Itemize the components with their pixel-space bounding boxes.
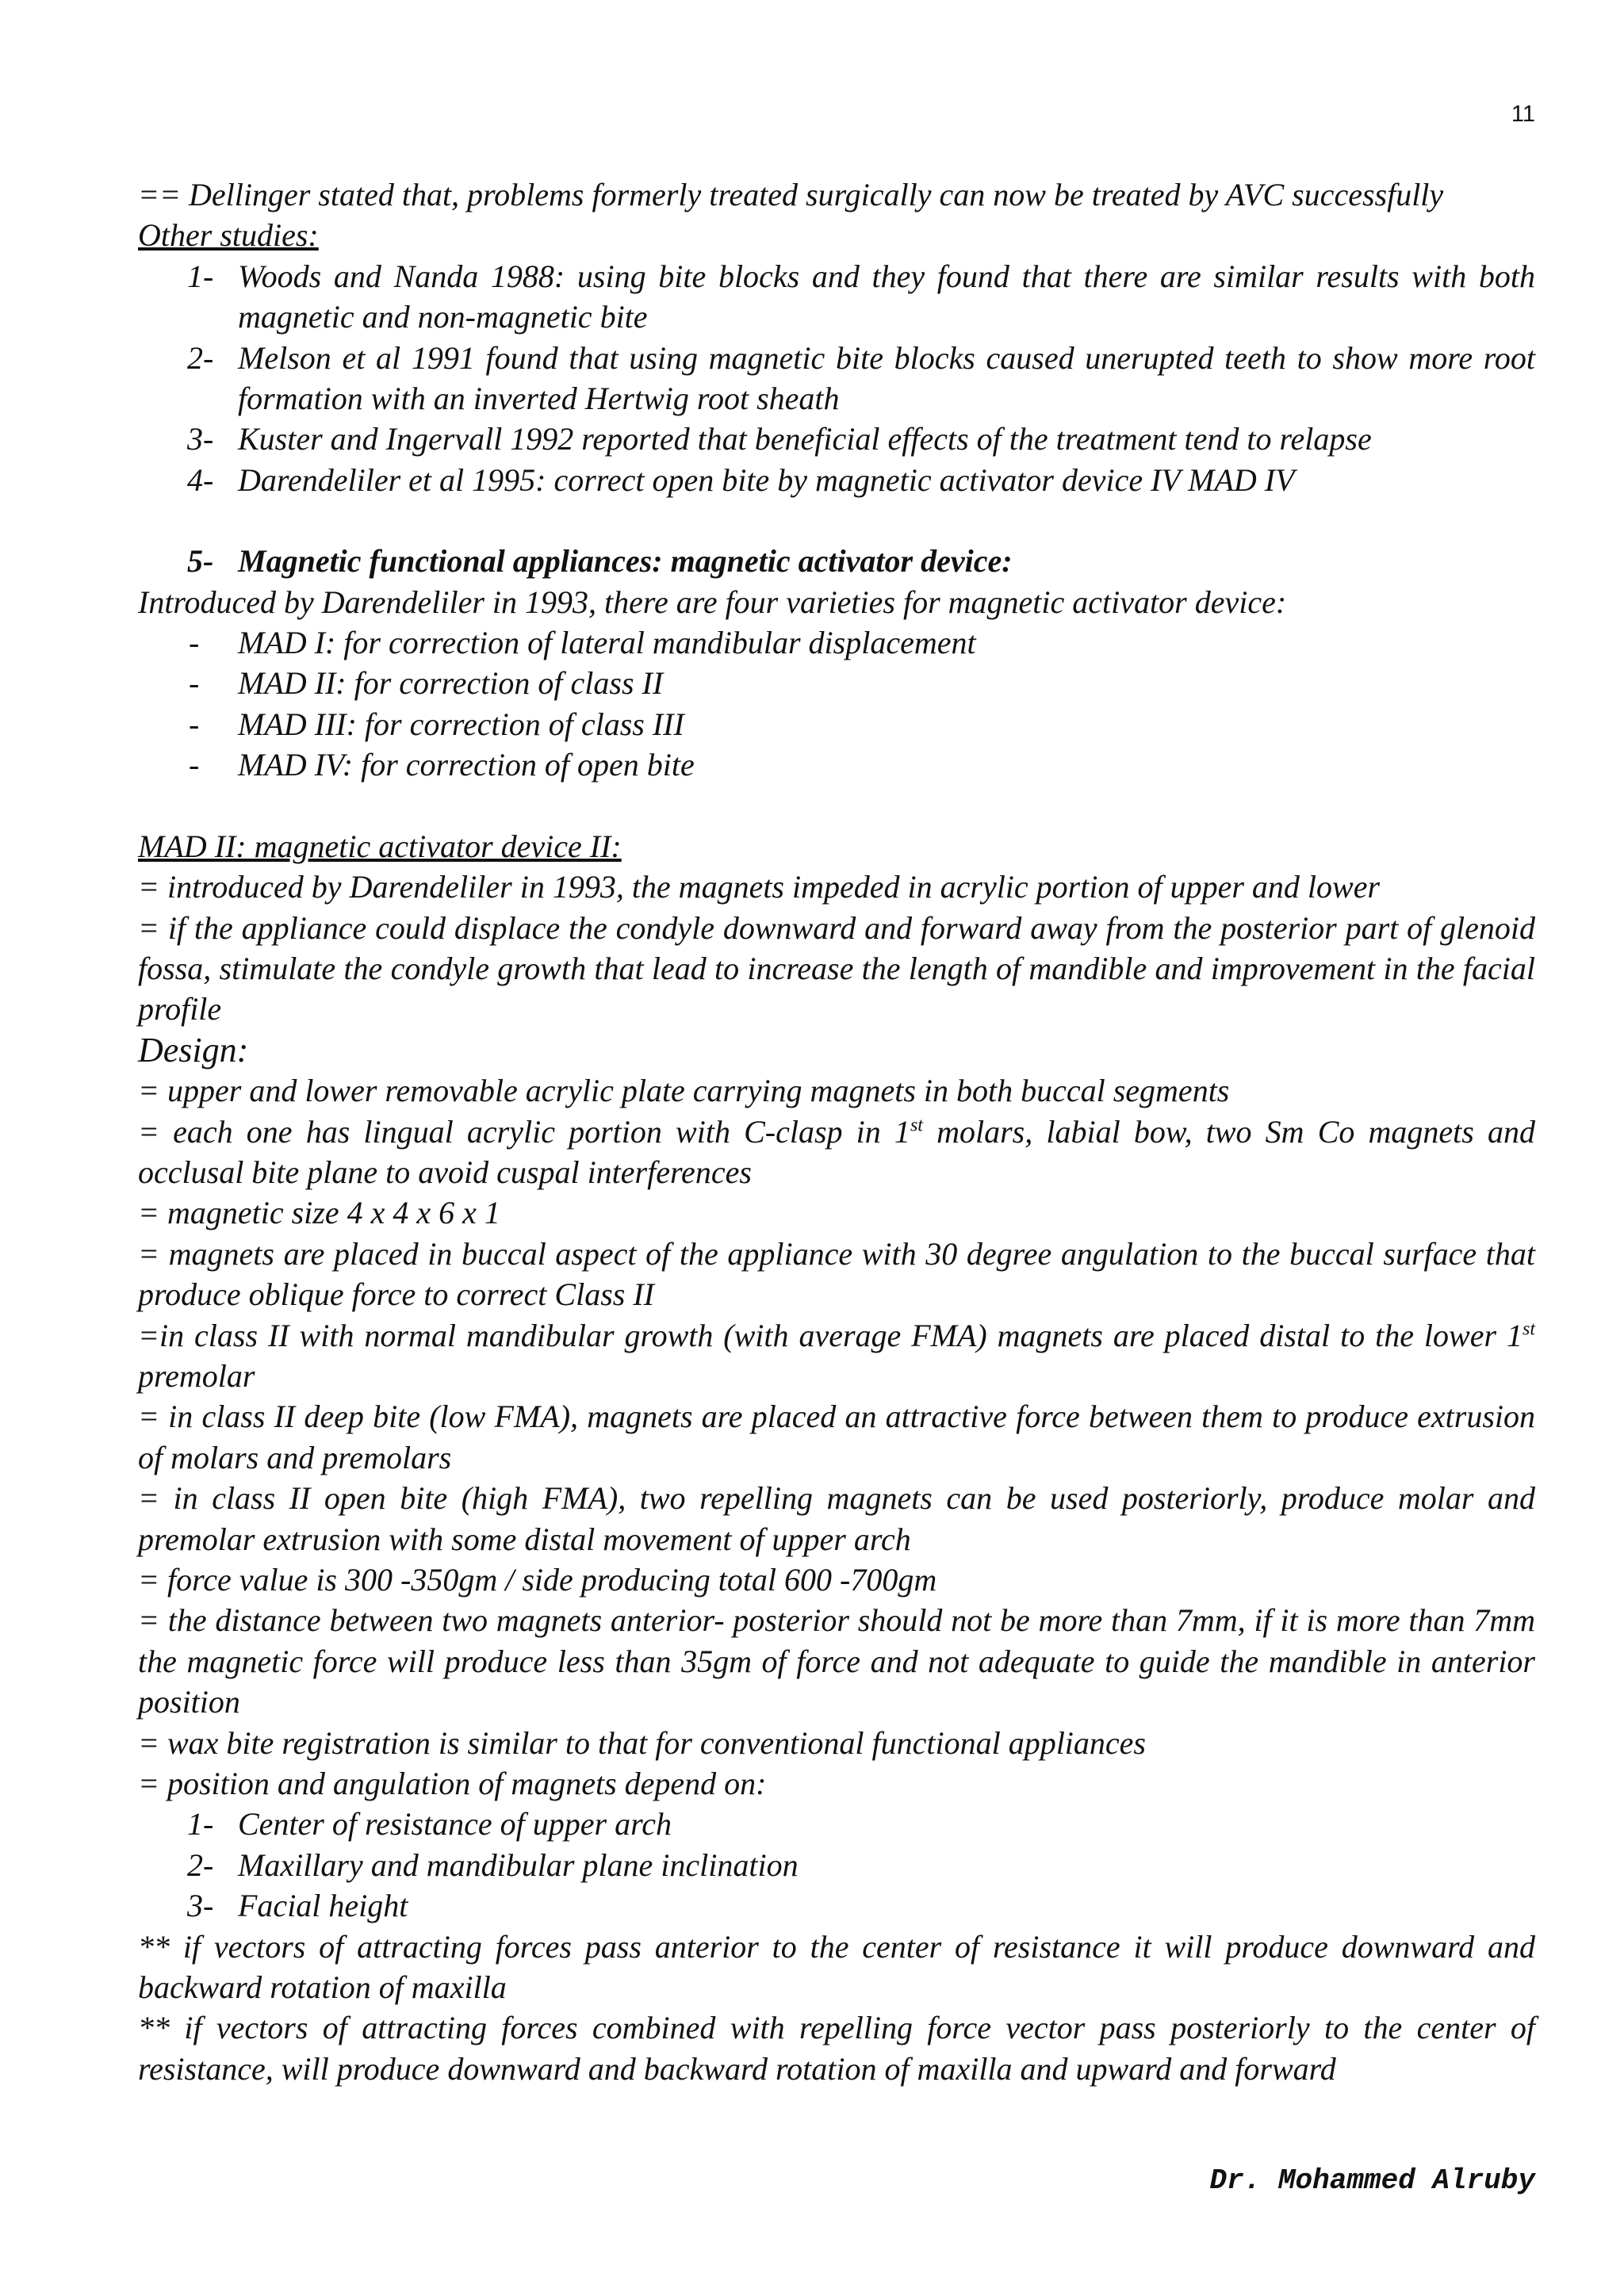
design-paragraph: = force value is 300 -350gm / side producing total 600 -700gm: [138, 1562, 937, 1598]
spacer: [138, 786, 1535, 826]
spacer: [138, 500, 1535, 541]
note-paragraph: ** if vectors of attracting forces combined with repelling force vector pass posteriorly to the center of resistance, will produce downward and backward rotation of maxilla and upward and forward: [138, 2010, 1535, 2087]
list-item: - MAD IV: for correction of open bite: [189, 747, 695, 783]
mad2-heading: MAD II: magnetic activator device II:: [138, 828, 622, 864]
page-content: [138, 174, 1535, 2089]
list-item: 2- Maxillary and mandibular plane inclination: [187, 1846, 799, 1883]
section-5-intro: Introduced by Darendeliler in 1993, there are four varieties for magnetic activator device:: [138, 584, 1287, 620]
other-studies-list: [138, 256, 1535, 500]
design-paragraph: =in class II with normal mandibular growth (with average FMA) magnets are placed distal to the lower 1st premolar: [138, 1317, 1535, 1394]
magnet-factors-list: [138, 1804, 1535, 1926]
list-item: 1- Center of resistance of upper arch: [187, 1806, 672, 1843]
list-item: 2- Melson et al 1991 found that using magnetic bite blocks caused unerupted teeth to show more root formation with an inverted Hertwig root sheath: [187, 339, 1535, 417]
mad-varieties-list: [138, 622, 1535, 786]
list-item: 4- Darendeliler et al 1995: correct open bite by magnetic activator device IV MAD IV: [187, 461, 1295, 498]
intro-paragraph: == Dellinger stated that, problems formerly treated surgically can now be treated by AVC successfully: [138, 177, 1444, 212]
list-item: 3- Facial height: [187, 1888, 408, 1924]
section-5-heading: 5- Magnetic functional appliances: magnetic activator device:: [187, 543, 1013, 580]
design-paragraph: = the distance between two magnets anterior- posterior should not be more than 7mm, if it is more than 7mm the magnetic force will produce less than 35gm of force and not adequate to guide the mandible in anterior position: [138, 1602, 1535, 1720]
design-heading: Design:: [138, 1030, 249, 1070]
design-paragraph: = magnets are placed in buccal aspect of the appliance with 30 degree angulation to the buccal surface that produce oblique force to correct Class II: [138, 1235, 1535, 1313]
other-studies-heading: Other studies:: [138, 217, 319, 254]
design-paragraph: = in class II deep bite (low FMA), magnets are placed an attractive force between them to produce extrusion of molars and premolars: [138, 1399, 1535, 1475]
list-item: - MAD I: for correction of lateral mandibular displacement: [189, 625, 976, 661]
design-paragraph: = each one has lingual acrylic portion with C-clasp in 1st molars, labial bow, two Sm Co magnets and occlusal bite plane to avoid cuspal interferences: [138, 1113, 1535, 1190]
list-item: 3- Kuster and Ingervall 1992 reported that beneficial effects of the treatment tend to relapse: [187, 421, 1372, 457]
page-number: 11: [1511, 101, 1535, 127]
design-paragraph: = wax bite registration is similar to that for conventional functional appliances: [138, 1724, 1146, 1761]
design-paragraph: = upper and lower removable acrylic plate carrying magnets in both buccal segments: [138, 1073, 1230, 1109]
design-paragraph: = position and angulation of magnets depend on:: [138, 1766, 767, 1802]
design-paragraph: = in class II open bite (high FMA), two repelling magnets can be used posteriorly, produce molar and premolar extrusion with some distal movement of upper arch: [138, 1480, 1535, 1557]
list-item: 1- Woods and Nanda 1988: using bite blocks and they found that there are similar results with both magnetic and non-magnetic bite: [187, 258, 1535, 335]
design-paragraph: = magnetic size 4 x 4 x 6 x 1: [138, 1195, 500, 1231]
list-item: - MAD III: for correction of class III: [189, 706, 684, 742]
mad2-paragraph: = introduced by Darendeliler in 1993, the magnets impeded in acrylic portion of upper and lower: [138, 869, 1381, 905]
mad2-paragraph: = if the appliance could displace the condyle downward and forward away from the posterior part of glenoid fossa, stimulate the condyle growth that lead to increase the length of mandible and improvement in the facial profile: [138, 909, 1535, 1027]
author-footer: Dr. Mohammed Alruby: [1209, 2164, 1535, 2197]
note-paragraph: ** if vectors of attracting forces pass anterior to the center of resistance it will produce downward and backward rotation of maxilla: [138, 1928, 1535, 2006]
list-item: - MAD II: for correction of class II: [189, 665, 664, 702]
